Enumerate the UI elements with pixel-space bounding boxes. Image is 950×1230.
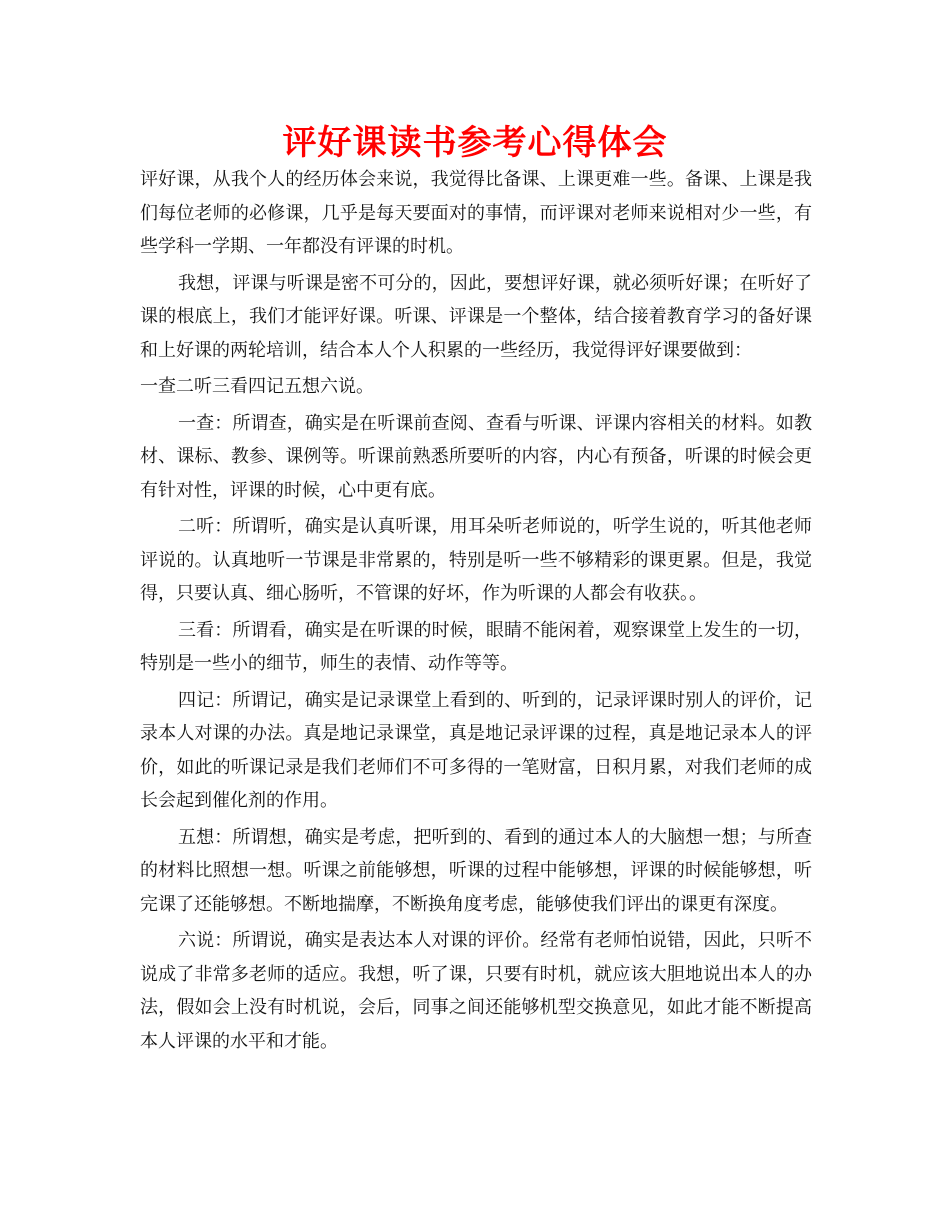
document-title: 评好课读书参考心得体会 <box>282 123 668 163</box>
document-body <box>140 163 812 1061</box>
paragraph: 一查：所谓查，确实是在听课前查阅、查看与听课、评课内容相关的材料。如教材、课标、教参、课例等。听课前熟悉所要听的内容，内心有预备，听课的时候会更有针对性，评课的时候，心中更有底。 <box>140 412 812 501</box>
paragraph: 六说：所谓说，确实是表达本人对课的评价。经常有老师怕说错，因此，只听不说成了非常多老师的适应。我想，听了课，只要有时机，就应该大胆地说出本人的办法，假如会上没有时机说，会后，同事之间还能够机型交换意见，如此才能不断提高本人评课的水平和才能。 <box>140 930 812 1052</box>
paragraph: 一查二听三看四记五想六说。 <box>140 376 374 397</box>
paragraph: 二听：所谓听，确实是认真听课，用耳朵听老师说的，听学生说的，听其他老师评说的。认真地听一节课是非常累的，特别是听一些不够精彩的课更累。但是，我觉得，只要认真、细心肠听，不管课的好坏，作为听课的人都会有收获。。 <box>140 516 812 604</box>
paragraph: 我想，评课与听课是密不可分的，因此，要想评好课，就必须听好课；在听好了课的根底上，我们才能评好课。听课、评课是一个整体，结合接着教育学习的备好课和上好课的两轮培训，结合本人个人积累的一些经历，我觉得评好课要做到： <box>140 272 812 361</box>
paragraph: 五想：所谓想，确实是考虑，把听到的、看到的通过本人的大脑想一想；与所查的材料比照想一想。听课之前能够想，听课的过程中能够想，评课的时候能够想，听完课了还能够想。不断地揣摩，不断换角度考虑，能够使我们评出的课更有深度。 <box>140 826 812 915</box>
paragraph: 评好课，从我个人的经历体会来说，我觉得比备课、上课更难一些。备课、上课是我们每位老师的必修课，几乎是每天要面对的事情，而评课对老师来说相对少一些，有些学科一学期、一年都没有评课的时机。 <box>140 169 812 257</box>
paragraph: 三看：所谓看，确实是在听课的时候，眼睛不能闲着，观察课堂上发生的一切，特别是一些小的细节，师生的表情、动作等等。 <box>140 619 812 674</box>
paragraph: 四记：所谓记，确实是记录课堂上看到的、听到的，记录评课时别人的评价，记录本人对课的办法。真是地记录课堂，真是地记录评课的过程，真是地记录本人的评价，如此的听课记录是我们老师们不可多得的一笔财富，日积月累，对我们老师的成长会起到催化剂的作用。 <box>140 689 812 811</box>
